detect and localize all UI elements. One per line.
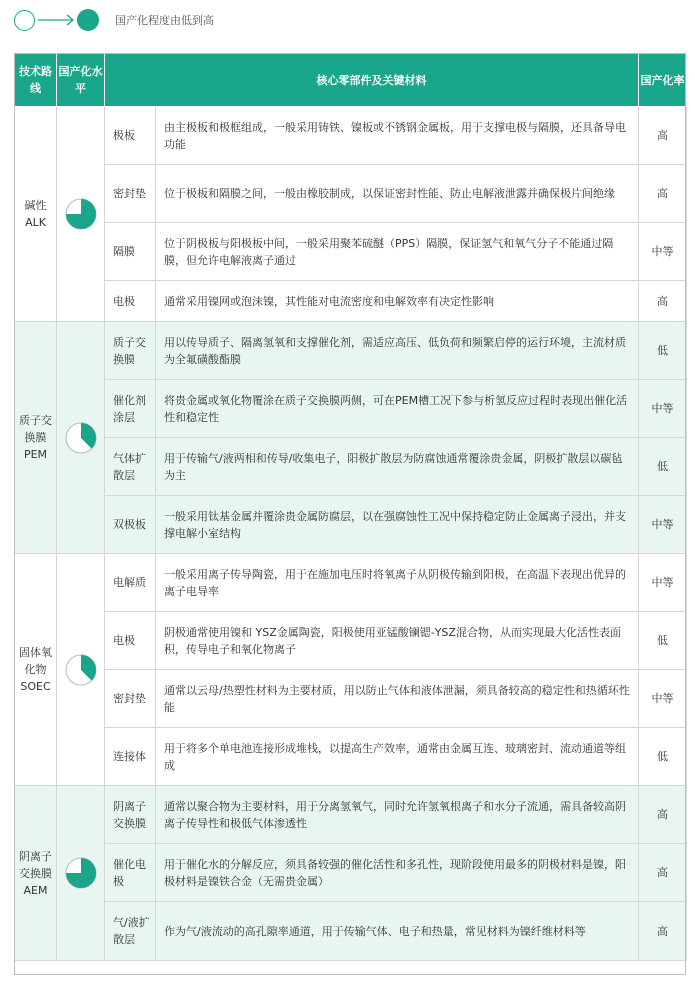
table-row: [15, 844, 687, 902]
component-name: 阴离子交换膜: [105, 786, 156, 844]
localization-pie-icon: [65, 198, 97, 230]
empty-circle-icon: [14, 10, 35, 31]
localization-rate: 中等: [639, 496, 687, 554]
component-name: 气/液扩散层: [105, 902, 156, 961]
table-header: [15, 54, 687, 107]
table-row: [15, 223, 687, 281]
component-name: 双极板: [105, 496, 156, 554]
component-name: 密封垫: [105, 165, 156, 223]
table-row: [15, 786, 687, 844]
legend: [14, 8, 214, 32]
header-level: 国产化水平: [57, 54, 105, 107]
component-name: 极板: [105, 107, 156, 165]
localization-pie-icon: [65, 857, 97, 889]
component-name: 连接体: [105, 728, 156, 786]
localization-rate: 高: [639, 281, 687, 322]
component-description: 将贵金属或氧化物覆涂在质子交换膜两侧，可在PEM槽工况下参与析氢反应过程时表现出催化活性和稳定性: [156, 380, 639, 438]
component-name: 电解质: [105, 554, 156, 612]
table-row: [15, 496, 687, 554]
component-description: 作为气/液流动的高孔隙率通道，用于传输气体、电子和热量，常见材料为镍纤维材料等: [156, 902, 639, 961]
localization-rate: 高: [639, 107, 687, 165]
component-description: 通常以云母/热塑性材料为主要材质，用以防止气体和液体泄漏，须具备较高的稳定性和热循环性能: [156, 670, 639, 728]
localization-rate: 低: [639, 612, 687, 670]
table-row: [15, 728, 687, 786]
component-name: 催化剂涂层: [105, 380, 156, 438]
table-row: [15, 322, 687, 380]
localization-rate: 高: [639, 786, 687, 844]
localization-rate: 中等: [639, 380, 687, 438]
component-name: 气体扩散层: [105, 438, 156, 496]
localization-level: [57, 107, 105, 322]
route-name: 碱性ALK: [15, 107, 57, 322]
localization-rate: 中等: [639, 554, 687, 612]
component-description: 一般采用离子传导陶瓷，用于在施加电压时将氧离子从阴极传输到阳极，在高温下表现出优异的离子电导率: [156, 554, 639, 612]
component-description: 用以传导质子、隔离氢氧和支撑催化剂，需适应高压、低负荷和频繁启停的运行环境，主流材质为全氟磺酸酯膜: [156, 322, 639, 380]
localization-rate: 低: [639, 728, 687, 786]
component-description: 位于阴极板与阳极板中间，一般采用聚苯硫醚（PPS）隔膜，保证氢气和氧气分子不能通过隔膜，但允许电解液离子通过: [156, 223, 639, 281]
header-components: 核心零部件及关键材料: [105, 54, 639, 107]
component-description: 阴极通常使用镍和 YSZ金属陶瓷，阳极使用亚锰酸镧锶-YSZ混合物，从而实现最大化活性表面积，传导电子和氧化物离子: [156, 612, 639, 670]
component-name: 质子交换膜: [105, 322, 156, 380]
localization-table: [14, 53, 687, 961]
localization-rate: 中等: [639, 223, 687, 281]
localization-pie-icon: [65, 422, 97, 454]
table-row: [15, 438, 687, 496]
table-row: [15, 165, 687, 223]
localization-rate: 高: [639, 902, 687, 961]
localization-rate: 高: [639, 165, 687, 223]
component-description: 通常以聚合物为主要材料，用于分离氢氧气，同时允许氢氧根离子和水分子流通，需具备较高阴离子传导性和极低气体渗透性: [156, 786, 639, 844]
legend-text: 国产化程度由低到高: [115, 14, 214, 27]
component-name: 电极: [105, 281, 156, 322]
localization-rate: 低: [639, 322, 687, 380]
localization-pie-icon: [65, 654, 97, 686]
localization-rate: 中等: [639, 670, 687, 728]
localization-level: [57, 322, 105, 554]
table-row: [15, 670, 687, 728]
localization-level: [57, 786, 105, 961]
table-row: [15, 380, 687, 438]
component-description: 通常采用镍网或泡沫镍，其性能对电流密度和电解效率有决定性影响: [156, 281, 639, 322]
route-name: 固体氧化物SOEC: [15, 554, 57, 786]
component-name: 催化电极: [105, 844, 156, 902]
component-name: 密封垫: [105, 670, 156, 728]
component-description: 用于催化水的分解反应，须具备较强的催化活性和多孔性，现阶段使用最多的阴极材料是镍，阳极材料是镍铁合金（无需贵金属）: [156, 844, 639, 902]
component-description: 位于极板和隔膜之间，一般由橡胶制成，以保证密封性能、防止电解液泄露并确保极片间绝缘: [156, 165, 639, 223]
localization-rate: 高: [639, 844, 687, 902]
table-row: [15, 281, 687, 322]
table-row: [15, 902, 687, 961]
component-description: 由主极板和极框组成，一般采用铸铁、镍板或不锈钢金属板，用于支撑电极与隔膜，还具备导电功能: [156, 107, 639, 165]
component-description: 用于传输气/液两相和传导/收集电子，阳极扩散层为防腐蚀通常覆涂贵金属，阴极扩散层以碳毡为主: [156, 438, 639, 496]
table-row: [15, 554, 687, 612]
arrow-right-icon: [37, 9, 75, 31]
route-name: 质子交换膜PEM: [15, 322, 57, 554]
filled-circle-icon: [77, 9, 99, 31]
component-description: 用于将多个单电池连接形成堆栈，以提高生产效率，通常由金属互连、玻璃密封、流动通道等组成: [156, 728, 639, 786]
localization-level: [57, 554, 105, 786]
component-name: 电极: [105, 612, 156, 670]
header-rate: 国产化率: [639, 54, 687, 107]
table-row: [15, 107, 687, 165]
table-row: [15, 612, 687, 670]
component-name: 隔膜: [105, 223, 156, 281]
header-route: 技术路线: [15, 54, 57, 107]
route-name: 阴离子交换膜AEM: [15, 786, 57, 961]
component-description: 一般采用钛基金属并覆涂贵金属防腐层，以在强腐蚀性工况中保持稳定防止金属离子浸出，并支撑电解小室结构: [156, 496, 639, 554]
localization-rate: 低: [639, 438, 687, 496]
